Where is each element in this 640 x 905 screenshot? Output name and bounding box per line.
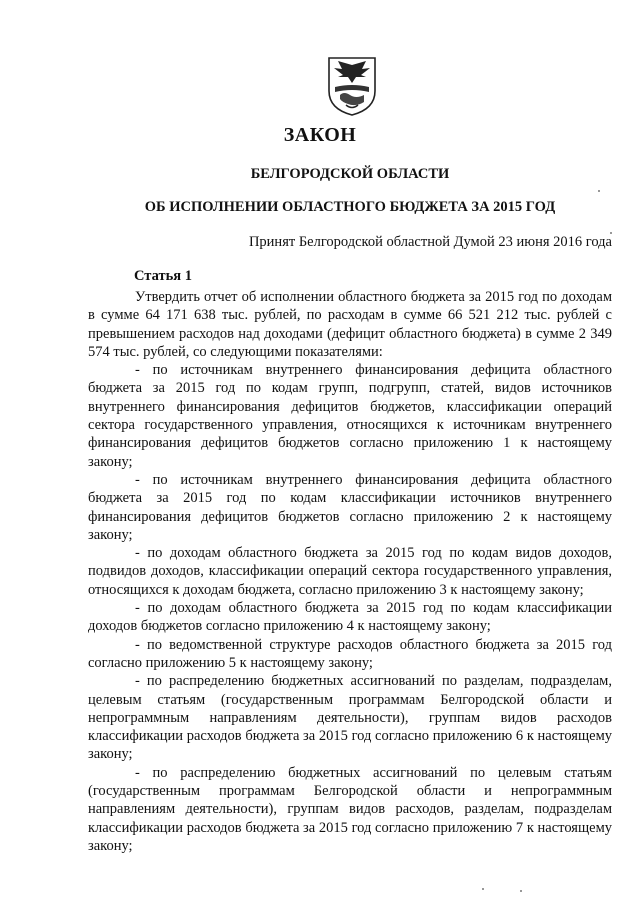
article-paragraph: - по источникам внутреннего финансирования дефицита областного бюджета за 2015 год по кодам групп, подгрупп, статей, видов источников внутреннего финансирования дефицитов бюджетов, классификации операций сектора государственного управления, относящихся к источникам внутреннего финансирования дефицитов бюджетов согласно приложению 1 к настоящему закону;: [88, 362, 612, 470]
document-title: ЗАКОН: [283, 124, 357, 146]
scan-speck: [520, 890, 522, 892]
coat-of-arms-icon: [326, 55, 378, 117]
adoption-note: Принят Белгородской областной Думой 23 июня 2016 года: [248, 234, 612, 250]
article-body: [88, 288, 612, 855]
article-paragraph: Утвердить отчет об исполнении областного бюджета за 2015 год по доходам в сумме 64 171 638 тыс. рублей, по расходам в сумме 66 521 212 тыс. рублей с превышением расходов над доходами (дефицит областного бюджета) в сумме 2 349 574 тыс. рублей, со следующими показателями:: [88, 289, 612, 360]
article-paragraph: - по доходам областного бюджета за 2015 год по кодам видов доходов, подвидов доходов, классификации операций сектора государственного управления, относящихся к доходам бюджета, согласно приложению 3 к настоящему закону;: [88, 545, 612, 598]
article-heading: Статья 1: [134, 268, 192, 284]
scan-speck: [598, 190, 600, 192]
article-paragraph: - по распределению бюджетных ассигнований по разделам, подразделам, целевым статьям (государственным программам Белгородской области и непрограммным направлениям деятельности), группам видов расходов классификации расходов бюджета за 2015 год согласно приложению 6 к настоящему закону;: [88, 673, 612, 763]
document-subject: ОБ ИСПОЛНЕНИИ ОБЛАСТНОГО БЮДЖЕТА ЗА 2015 ГОД: [144, 199, 556, 215]
article-paragraph: - по источникам внутреннего финансирования дефицита областного бюджета за 2015 год по кодам классификации источников внутреннего финансирования дефицитов бюджетов согласно приложению 2 к настоящему закону;: [88, 471, 612, 543]
article-paragraph: - по распределению бюджетных ассигнований по целевым статьям (государственным программам Белгородской области и непрограммным направлениям деятельности), группам видов расходов, разделам, подразделам классификации расходов бюджета за 2015 год согласно приложению 7 к настоящему закону;: [88, 764, 612, 854]
article-paragraph: - по ведомственной структуре расходов областного бюджета за 2015 год согласно приложению 5 к настоящему закону;: [88, 636, 612, 671]
document-region: БЕЛГОРОДСКОЙ ОБЛАСТИ: [250, 166, 450, 182]
scan-speck: [482, 888, 484, 890]
scan-speck: [610, 232, 612, 234]
article-paragraph: - по доходам областного бюджета за 2015 год по кодам классификации доходов бюджетов согласно приложению 4 к настоящему закону;: [88, 600, 612, 635]
